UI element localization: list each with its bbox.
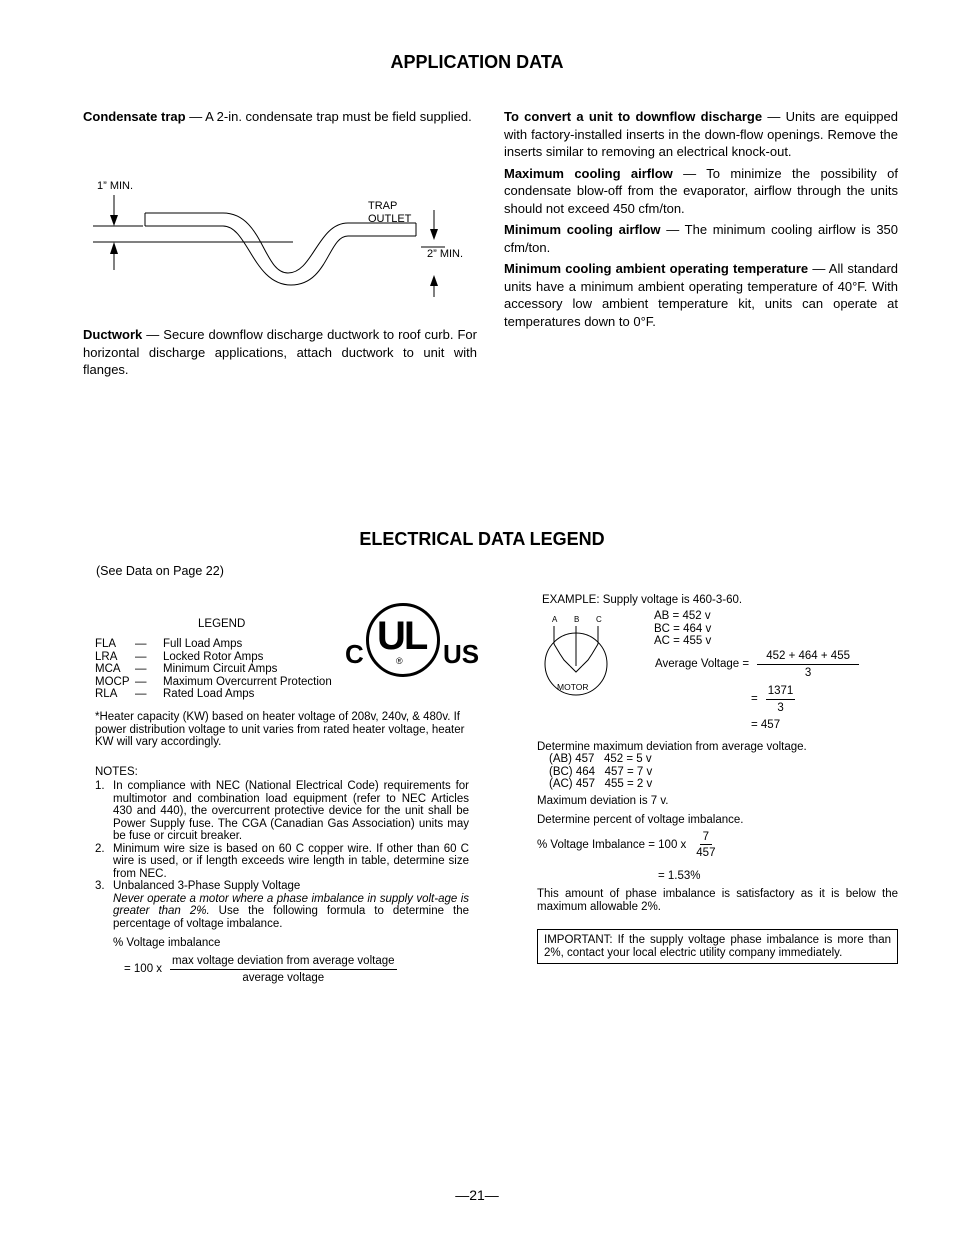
trap-drawing	[83, 175, 483, 305]
note-2: 2. Minimum wire size is based on 60 C copper wire. If other than 60 C wire is used, or if length exceeds wire length in table, determine size from NEC.	[95, 842, 469, 880]
legend-list	[95, 638, 365, 701]
legend-row: FLA — Full Load Amps	[95, 638, 243, 650]
logo-ul: UL	[377, 614, 427, 658]
deviation-list	[549, 753, 652, 791]
average-result: = 457	[751, 719, 781, 731]
deviation-ac: (AC) 457 455 = 2 v	[549, 778, 653, 790]
notes-title: NOTES:	[95, 766, 138, 778]
min-airflow-para: Minimum cooling airflow — The minimum cooling airflow is 350 cfm/ton.	[504, 222, 899, 255]
ductwork-para: Ductwork — Secure downflow discharge ductwork to roof curb. For horizontal discharge applications, attach ductwork to unit with flanges.	[83, 327, 477, 377]
min-ambient-para: Minimum cooling ambient operating temperature — All standard units have a minimum ambient operating temperature of 40°F. With accessory low ambient temperature kit, units can operate at temperatures down to 0°F.	[504, 261, 899, 329]
see-data-note: (See Data on Page 22)	[96, 564, 224, 578]
formula-label: % Voltage imbalance	[113, 937, 221, 949]
ductwork-block	[83, 326, 477, 383]
heater-note: *Heater capacity (KW) based on heater voltage of 208v, 240v, & 480v. If power distribution voltage to unit varies from rated heater voltage, heater KW will vary accordingly.	[95, 711, 465, 748]
deviation-ab: (AB) 457 452 = 5 v	[549, 753, 652, 765]
outlet-label: OUTLET	[368, 213, 412, 225]
sum-formula: = $\frac{1371}{3}$	[751, 685, 794, 714]
example-title: EXAMPLE: Supply voltage is 460-3-60.	[542, 594, 743, 606]
conclusion-text: This amount of phase imbalance is satisfactory as it is below the maximum allowable 2%.	[537, 888, 898, 913]
downflow-para: To convert a unit to downflow discharge — Units are equipped with factory-installed inserts in the down-flow openings. Remove the inserts similar to removing an electrical knock-out.	[504, 109, 898, 159]
min1-label: 1” MIN.	[97, 180, 134, 192]
trap-label: TRAP	[368, 200, 398, 212]
motor-b: B	[574, 615, 580, 624]
condensate-trap-para: Condensate trap — A 2-in. condensate trap must be field supplied.	[83, 109, 472, 124]
legend-row: RLA — Rated Load Amps	[95, 688, 255, 700]
motor-label: MOTOR	[557, 682, 589, 692]
page-number: —21—	[455, 1187, 499, 1203]
electrical-legend-title: ELECTRICAL DATA LEGEND	[359, 529, 605, 549]
phase-voltages	[654, 610, 711, 648]
logo-registered: ®	[396, 656, 403, 666]
legend-row: MCA — Minimum Circuit Amps	[95, 663, 278, 675]
condensate-trap-diagram	[83, 175, 483, 305]
voltage-ac: AC = 455 v	[654, 635, 712, 647]
legend-row: MOCP — Maximum Overcurrent Protection	[95, 675, 332, 688]
note-3: 3. Unbalanced 3-Phase Supply Voltage Never operate a motor where a phase imbalance in supply volt-age is greater than 2%. Use the following formula to determine the percentage of voltage imbalance.	[95, 880, 469, 930]
voltage-ab: AB = 452 v	[654, 610, 711, 622]
logo-us: US	[443, 639, 480, 669]
voltage-bc: BC = 464 v	[654, 622, 712, 635]
imbalance-formula: = 100 x $\frac{\text{max voltage deviation from average voltage}}{\text{average voltage}}$	[124, 955, 395, 984]
det-percent: Determine percent of voltage imbalance.	[537, 814, 744, 826]
notes-list	[95, 780, 469, 930]
ul-circle	[366, 603, 440, 677]
det-max-deviation: Determine maximum deviation from average voltage.	[537, 741, 807, 753]
cul-us-logo	[345, 603, 480, 683]
logo-c: C	[345, 639, 364, 669]
motor-c: C	[596, 615, 602, 624]
left-column	[83, 108, 477, 130]
percent-formula: % Voltage Imbalance = 100 x $\frac{7}{457}$	[537, 831, 716, 859]
application-data-title: APPLICATION DATA	[390, 52, 564, 72]
legend-row: LRA — Locked Rotor Amps	[95, 650, 264, 663]
average-voltage-formula: Average Voltage = $\frac{452 + 464 + 455}{3}$	[655, 650, 859, 679]
note-1: 1. In compliance with NEC (National Electrical Code) requirements for multimotor and combination load equipment (refer to NEC Articles 430 and 440), the overcurrent protective device for the unit shall be Power Supply fuse. The CGA (Canadian Gas Association) units may be fuse or circuit breaker.	[95, 780, 469, 842]
motor-a: A	[552, 615, 558, 624]
important-box: IMPORTANT: If the supply voltage phase imbalance is more than 2%, contact your local electric utility company immediately.	[537, 929, 898, 964]
min2-label: 2” MIN.	[427, 248, 464, 260]
right-column	[504, 108, 898, 334]
max-deviation: Maximum deviation is 7 v.	[537, 795, 669, 807]
motor-diagram	[540, 614, 612, 696]
percent-result: = 1.53%	[658, 870, 701, 882]
max-airflow-para: Maximum cooling airflow — To minimize the possibility of condensate blow-off from the evaporator, airflow through the units should not exceed 450 cfm/ton.	[504, 165, 899, 216]
legend-title: LEGEND	[198, 618, 246, 630]
deviation-bc: (BC) 464 457 = 7 v	[549, 765, 653, 778]
